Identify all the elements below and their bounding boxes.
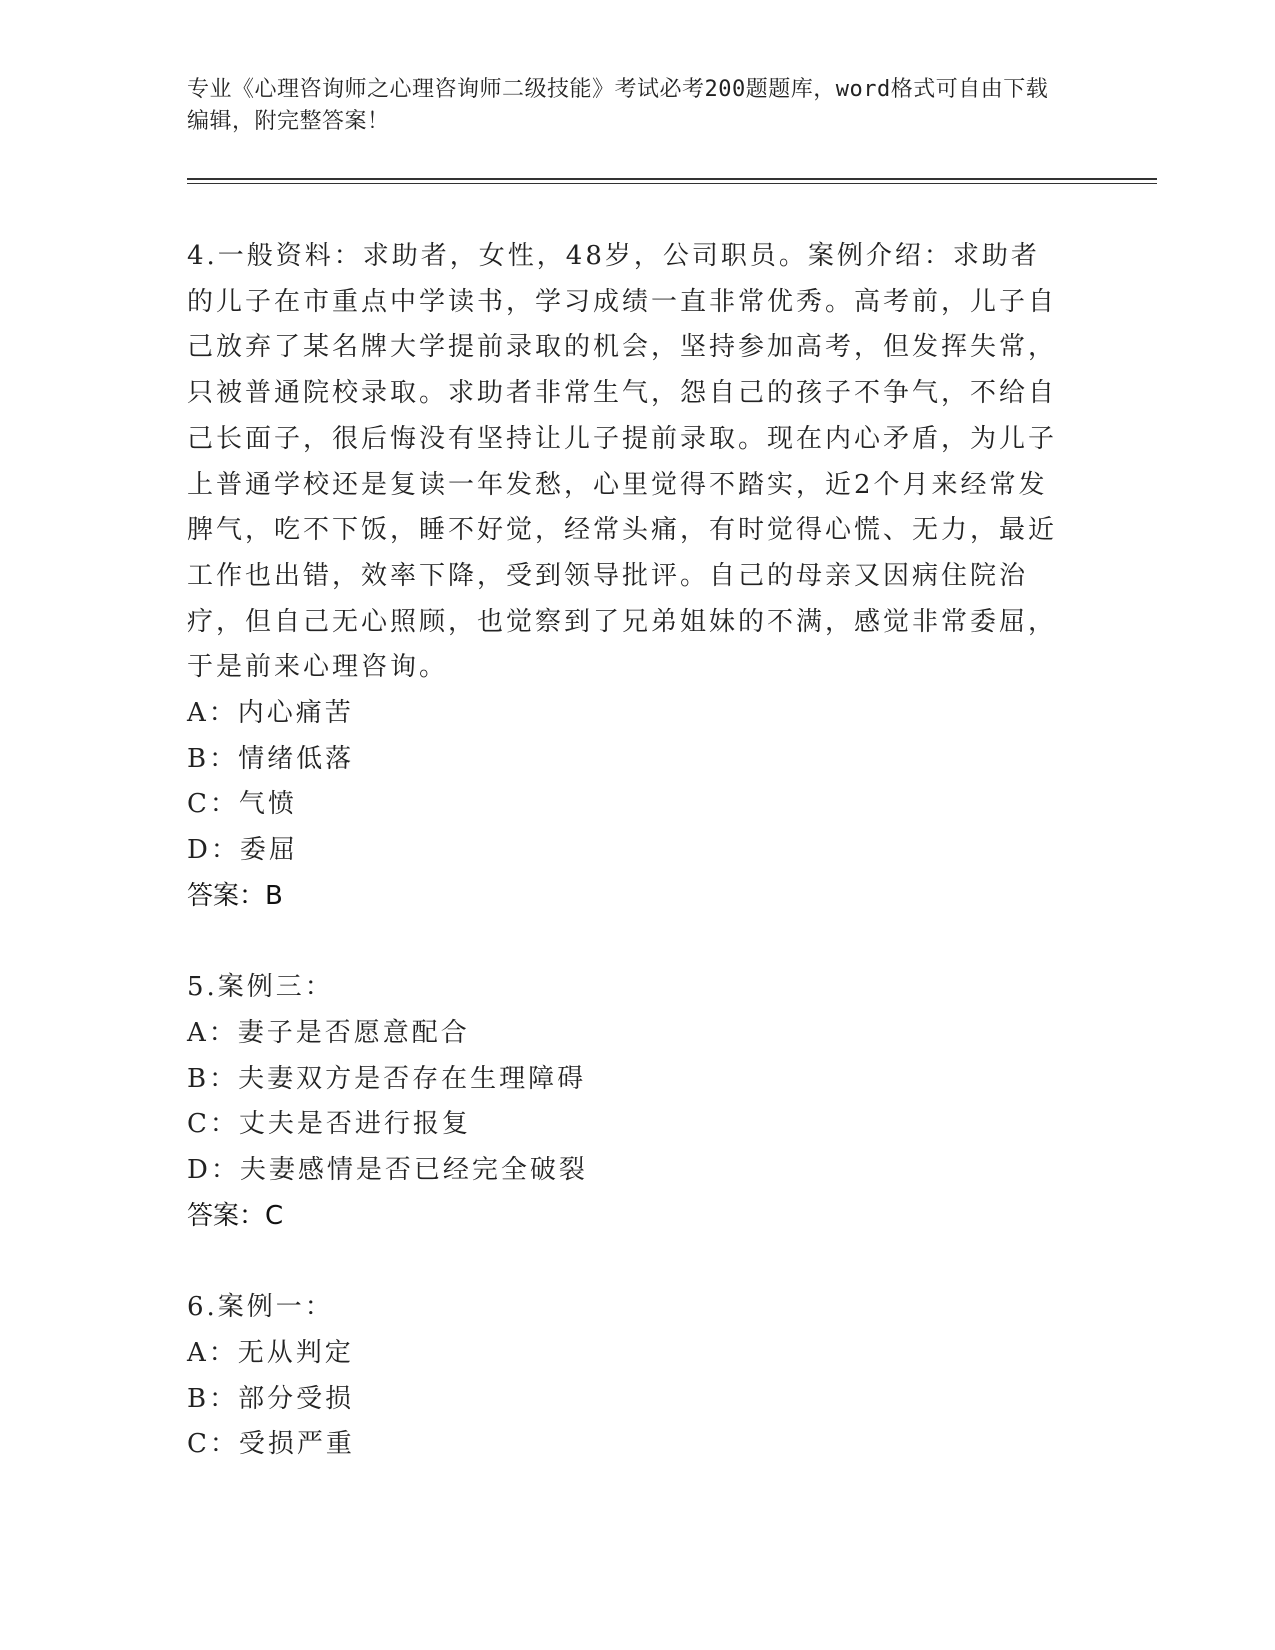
option-a: A：妻子是否愿意配合	[187, 1017, 470, 1048]
answer-line: 答案：B	[187, 880, 283, 911]
option-b: B：部分受损	[187, 1383, 355, 1414]
option-c: C：气愤	[187, 789, 297, 820]
question-stem: 5.案例三：	[187, 972, 334, 1003]
option-d: D：委屈	[187, 835, 298, 866]
option-a: A：无从判定	[187, 1337, 354, 1368]
option-c: C：受损严重	[187, 1429, 355, 1460]
spacer	[187, 1239, 1067, 1285]
option-b: B：情绪低落	[187, 743, 355, 774]
question-stem: 4.一般资料：求助者，女性，48岁，公司职员。案例介绍：求助者的儿子在市重点中学读书，学习成绩一直非常优秀。高考前，儿子自己放弃了某名牌大学提前录取的机会，坚持参加高考，但发挥失常，只被普通院校录取。求助者非常生气，怨自己的孩子不争气，不给自己长面子，很后悔没有坚持让儿子提前录取。现在内心矛盾，为儿子上普通学校还是复读一年发愁，心里觉得不踏实，近2个月来经常发脾气，吃不下饭，睡不好觉，经常头痛，有时觉得心慌、无力，最近工作也出错，效率下降，受到领导批评。自己的母亲又因病住院治疗，但自己无心照顾，也觉察到了兄弟姐妹的不满，感觉非常委屈，于是前来心理咨询。	[187, 241, 1058, 683]
header-divider-thin	[187, 183, 1157, 184]
answer-line: 答案：C	[187, 1200, 284, 1231]
spacer	[187, 920, 1067, 966]
option-a: A：内心痛苦	[187, 698, 354, 729]
option-d: D：夫妻感情是否已经完全破裂	[187, 1155, 588, 1186]
option-c: C：丈夫是否进行报复	[187, 1109, 471, 1140]
question-list	[187, 234, 1067, 1468]
document-header: 专业《心理咨询师之心理咨询师二级技能》考试必考200题题库，word格式可自由下载编辑，附完整答案！	[187, 77, 1049, 134]
question-item	[187, 234, 1067, 920]
question-item	[187, 1285, 1067, 1468]
question-stem: 6.案例一：	[187, 1292, 334, 1323]
option-b: B：夫妻双方是否存在生理障碍	[187, 1063, 587, 1094]
question-item	[187, 965, 1067, 1239]
header-divider-thick	[187, 178, 1157, 180]
